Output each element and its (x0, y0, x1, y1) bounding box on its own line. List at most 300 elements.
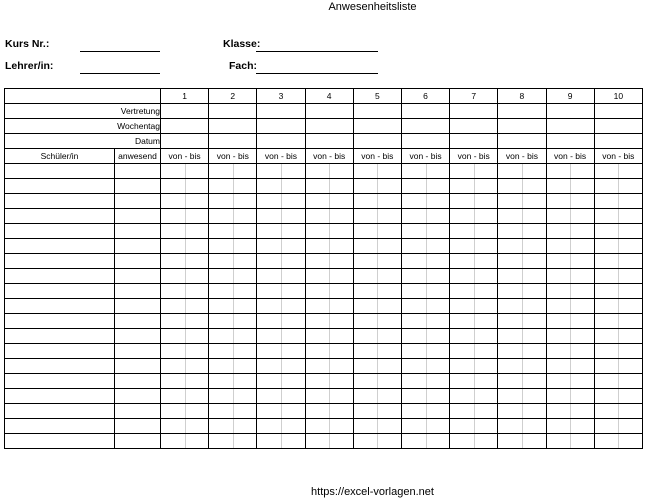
time-slot-cell[interactable] (161, 299, 209, 314)
student-row (5, 224, 643, 239)
time-slot-cell[interactable] (353, 329, 401, 344)
anwesend-cell[interactable] (115, 434, 161, 449)
time-slot-cell[interactable] (353, 179, 401, 194)
time-slot-cell[interactable] (161, 314, 209, 329)
time-slot-cell[interactable] (546, 299, 594, 314)
time-slot-cell[interactable] (353, 269, 401, 284)
time-slot-cell[interactable] (257, 404, 305, 419)
time-slot-cell[interactable] (498, 224, 546, 239)
student-row (5, 329, 643, 344)
time-slot-cell[interactable] (209, 329, 257, 344)
student-header-row (5, 149, 643, 164)
time-slot-cell[interactable] (594, 374, 642, 389)
time-slot-cell[interactable] (161, 404, 209, 419)
time-slot-cell[interactable] (353, 254, 401, 269)
time-slot-cell[interactable] (450, 179, 498, 194)
time-slot-cell[interactable] (498, 254, 546, 269)
info-cell[interactable] (257, 104, 305, 119)
time-slot-cell[interactable] (305, 209, 353, 224)
anwesend-cell[interactable] (115, 389, 161, 404)
time-slot-cell[interactable] (209, 404, 257, 419)
student-row (5, 314, 643, 329)
info-cell[interactable] (498, 104, 546, 119)
time-slot-cell[interactable] (450, 209, 498, 224)
lehrer-field[interactable] (80, 61, 160, 74)
student-name-cell[interactable] (5, 344, 115, 359)
info-cell[interactable] (546, 119, 594, 134)
info-cell[interactable] (594, 134, 642, 149)
time-slot-cell[interactable] (450, 359, 498, 374)
info-cell[interactable] (546, 104, 594, 119)
time-slot-cell[interactable] (498, 329, 546, 344)
time-slot-cell[interactable] (401, 314, 449, 329)
time-slot-cell[interactable] (450, 239, 498, 254)
info-row (5, 134, 643, 149)
time-slot-cell[interactable] (401, 239, 449, 254)
info-cell[interactable] (498, 134, 546, 149)
time-slot-cell[interactable] (353, 404, 401, 419)
time-slot-cell[interactable] (257, 224, 305, 239)
time-slot-cell[interactable] (209, 224, 257, 239)
klasse-label: Klasse: (223, 38, 261, 50)
time-slot-cell[interactable] (209, 389, 257, 404)
time-slot-cell[interactable] (353, 164, 401, 179)
time-slot-cell[interactable] (353, 194, 401, 209)
time-slot-cell[interactable] (257, 344, 305, 359)
time-slot-cell[interactable] (401, 254, 449, 269)
time-slot-cell[interactable] (594, 344, 642, 359)
anwesend-cell[interactable] (115, 284, 161, 299)
time-slot-cell[interactable] (498, 419, 546, 434)
student-name-cell[interactable] (5, 404, 115, 419)
info-row-label: Vertretung (5, 104, 161, 119)
time-slot-cell[interactable] (546, 389, 594, 404)
anwesend-cell[interactable] (115, 194, 161, 209)
time-slot-cell[interactable] (546, 344, 594, 359)
time-slot-header: von - bis (257, 149, 305, 164)
time-slot-cell[interactable] (305, 404, 353, 419)
student-row (5, 239, 643, 254)
time-slot-cell[interactable] (450, 269, 498, 284)
time-slot-cell[interactable] (401, 374, 449, 389)
time-slot-cell[interactable] (305, 194, 353, 209)
time-slot-cell[interactable] (209, 314, 257, 329)
time-slot-cell[interactable] (209, 164, 257, 179)
info-cell[interactable] (353, 119, 401, 134)
student-row (5, 254, 643, 269)
time-slot-cell[interactable] (498, 404, 546, 419)
time-slot-cell[interactable] (353, 224, 401, 239)
info-cell[interactable] (305, 119, 353, 134)
time-slot-cell[interactable] (546, 209, 594, 224)
time-slot-cell[interactable] (546, 164, 594, 179)
time-slot-cell[interactable] (401, 329, 449, 344)
time-slot-cell[interactable] (257, 419, 305, 434)
time-slot-cell[interactable] (594, 329, 642, 344)
time-slot-cell[interactable] (546, 314, 594, 329)
anwesend-header: anwesend (115, 149, 161, 164)
student-name-cell[interactable] (5, 329, 115, 344)
time-slot-cell[interactable] (209, 179, 257, 194)
info-cell[interactable] (209, 119, 257, 134)
time-slot-cell[interactable] (450, 329, 498, 344)
time-slot-cell[interactable] (594, 239, 642, 254)
time-slot-cell[interactable] (353, 434, 401, 449)
info-cell[interactable] (450, 104, 498, 119)
time-slot-cell[interactable] (257, 299, 305, 314)
time-slot-cell[interactable] (401, 179, 449, 194)
time-slot-cell[interactable] (353, 314, 401, 329)
anwesend-cell[interactable] (115, 374, 161, 389)
time-slot-cell[interactable] (594, 224, 642, 239)
student-name-cell[interactable] (5, 284, 115, 299)
anwesend-cell[interactable] (115, 269, 161, 284)
footer-url[interactable]: https://excel-vorlagen.net (311, 486, 434, 498)
time-slot-cell[interactable] (594, 389, 642, 404)
info-cell[interactable] (450, 134, 498, 149)
time-slot-cell[interactable] (209, 194, 257, 209)
info-cell[interactable] (594, 104, 642, 119)
student-name-cell[interactable] (5, 389, 115, 404)
time-slot-cell[interactable] (498, 344, 546, 359)
time-slot-cell[interactable] (450, 389, 498, 404)
time-slot-cell[interactable] (401, 209, 449, 224)
info-cell[interactable] (401, 104, 449, 119)
time-slot-cell[interactable] (305, 179, 353, 194)
time-slot-cell[interactable] (498, 284, 546, 299)
time-slot-cell[interactable] (546, 404, 594, 419)
anwesend-cell[interactable] (115, 419, 161, 434)
time-slot-cell[interactable] (498, 389, 546, 404)
time-slot-cell[interactable] (546, 419, 594, 434)
time-slot-cell[interactable] (257, 254, 305, 269)
student-name-cell[interactable] (5, 314, 115, 329)
student-name-cell[interactable] (5, 269, 115, 284)
student-name-cell[interactable] (5, 194, 115, 209)
info-cell[interactable] (257, 134, 305, 149)
anwesend-cell[interactable] (115, 299, 161, 314)
time-slot-cell[interactable] (401, 359, 449, 374)
time-slot-cell[interactable] (546, 254, 594, 269)
time-slot-cell[interactable] (401, 164, 449, 179)
time-slot-cell[interactable] (450, 284, 498, 299)
time-slot-cell[interactable] (546, 269, 594, 284)
anwesend-cell[interactable] (115, 254, 161, 269)
info-cell[interactable] (305, 104, 353, 119)
time-slot-cell[interactable] (305, 419, 353, 434)
info-cell[interactable] (546, 134, 594, 149)
time-slot-cell[interactable] (450, 314, 498, 329)
time-slot-cell[interactable] (594, 404, 642, 419)
time-slot-cell[interactable] (209, 299, 257, 314)
time-slot-cell[interactable] (450, 299, 498, 314)
time-slot-cell[interactable] (546, 359, 594, 374)
column-number-row (5, 89, 643, 104)
info-cell[interactable] (209, 134, 257, 149)
time-slot-cell[interactable] (353, 374, 401, 389)
time-slot-cell[interactable] (257, 359, 305, 374)
time-slot-cell[interactable] (401, 344, 449, 359)
time-slot-cell[interactable] (594, 284, 642, 299)
time-slot-cell[interactable] (161, 284, 209, 299)
student-row (5, 179, 643, 194)
student-name-cell[interactable] (5, 419, 115, 434)
time-slot-cell[interactable] (450, 374, 498, 389)
time-slot-cell[interactable] (209, 419, 257, 434)
time-slot-cell[interactable] (450, 224, 498, 239)
info-cell[interactable] (161, 134, 209, 149)
anwesend-cell[interactable] (115, 239, 161, 254)
time-slot-cell[interactable] (161, 209, 209, 224)
time-slot-cell[interactable] (498, 179, 546, 194)
anwesend-cell[interactable] (115, 209, 161, 224)
student-name-cell[interactable] (5, 164, 115, 179)
time-slot-cell[interactable] (257, 209, 305, 224)
time-slot-cell[interactable] (594, 254, 642, 269)
time-slot-cell[interactable] (305, 284, 353, 299)
time-slot-cell[interactable] (209, 239, 257, 254)
time-slot-cell[interactable] (594, 314, 642, 329)
time-slot-cell[interactable] (257, 329, 305, 344)
column-number: 9 (546, 89, 594, 104)
time-slot-cell[interactable] (161, 329, 209, 344)
anwesend-cell[interactable] (115, 164, 161, 179)
time-slot-cell[interactable] (257, 374, 305, 389)
time-slot-cell[interactable] (498, 374, 546, 389)
column-number: 4 (305, 89, 353, 104)
column-number: 8 (498, 89, 546, 104)
time-slot-cell[interactable] (546, 329, 594, 344)
time-slot-cell[interactable] (401, 434, 449, 449)
time-slot-cell[interactable] (401, 299, 449, 314)
lehrer-label: Lehrer/in: (5, 60, 54, 72)
time-slot-cell[interactable] (401, 389, 449, 404)
time-slot-header: von - bis (305, 149, 353, 164)
time-slot-cell[interactable] (450, 344, 498, 359)
time-slot-cell[interactable] (209, 434, 257, 449)
student-name-cell[interactable] (5, 359, 115, 374)
info-cell[interactable] (257, 119, 305, 134)
time-slot-header: von - bis (594, 149, 642, 164)
time-slot-cell[interactable] (209, 269, 257, 284)
anwesend-cell[interactable] (115, 179, 161, 194)
time-slot-cell[interactable] (450, 434, 498, 449)
time-slot-cell[interactable] (209, 209, 257, 224)
time-slot-cell[interactable] (546, 434, 594, 449)
student-name-cell[interactable] (5, 224, 115, 239)
info-row (5, 104, 643, 119)
time-slot-cell[interactable] (209, 284, 257, 299)
time-slot-cell[interactable] (305, 224, 353, 239)
time-slot-cell[interactable] (257, 179, 305, 194)
time-slot-cell[interactable] (450, 194, 498, 209)
time-slot-cell[interactable] (305, 389, 353, 404)
time-slot-cell[interactable] (161, 254, 209, 269)
time-slot-cell[interactable] (594, 434, 642, 449)
time-slot-cell[interactable] (594, 194, 642, 209)
time-slot-cell[interactable] (305, 164, 353, 179)
time-slot-cell[interactable] (161, 434, 209, 449)
klasse-field[interactable] (256, 39, 378, 52)
time-slot-cell[interactable] (498, 269, 546, 284)
time-slot-cell[interactable] (353, 299, 401, 314)
time-slot-cell[interactable] (450, 419, 498, 434)
time-slot-cell[interactable] (401, 284, 449, 299)
anwesend-cell[interactable] (115, 329, 161, 344)
time-slot-cell[interactable] (257, 389, 305, 404)
time-slot-cell[interactable] (594, 359, 642, 374)
time-slot-cell[interactable] (546, 374, 594, 389)
time-slot-cell[interactable] (498, 194, 546, 209)
time-slot-cell[interactable] (305, 254, 353, 269)
time-slot-cell[interactable] (594, 419, 642, 434)
time-slot-cell[interactable] (498, 299, 546, 314)
attendance-table (4, 88, 643, 449)
time-slot-cell[interactable] (498, 314, 546, 329)
time-slot-header: von - bis (209, 149, 257, 164)
time-slot-cell[interactable] (257, 269, 305, 284)
info-row-label: Wochentag (5, 119, 161, 134)
time-slot-cell[interactable] (594, 164, 642, 179)
info-cell[interactable] (594, 119, 642, 134)
time-slot-cell[interactable] (161, 359, 209, 374)
time-slot-cell[interactable] (305, 299, 353, 314)
time-slot-cell[interactable] (161, 224, 209, 239)
time-slot-cell[interactable] (450, 164, 498, 179)
time-slot-cell[interactable] (209, 254, 257, 269)
info-cell[interactable] (401, 119, 449, 134)
info-cell[interactable] (401, 134, 449, 149)
time-slot-cell[interactable] (353, 209, 401, 224)
time-slot-cell[interactable] (594, 179, 642, 194)
time-slot-cell[interactable] (257, 314, 305, 329)
time-slot-cell[interactable] (161, 194, 209, 209)
time-slot-cell[interactable] (257, 239, 305, 254)
info-cell[interactable] (305, 134, 353, 149)
anwesend-cell[interactable] (115, 404, 161, 419)
info-cell[interactable] (161, 104, 209, 119)
student-name-cell[interactable] (5, 209, 115, 224)
student-name-cell[interactable] (5, 239, 115, 254)
time-slot-cell[interactable] (353, 389, 401, 404)
time-slot-cell[interactable] (353, 284, 401, 299)
time-slot-cell[interactable] (401, 224, 449, 239)
time-slot-cell[interactable] (305, 269, 353, 284)
time-slot-cell[interactable] (209, 374, 257, 389)
anwesend-cell[interactable] (115, 344, 161, 359)
time-slot-cell[interactable] (546, 179, 594, 194)
student-name-cell[interactable] (5, 179, 115, 194)
time-slot-cell[interactable] (498, 359, 546, 374)
column-number: 5 (353, 89, 401, 104)
time-slot-header: von - bis (450, 149, 498, 164)
time-slot-cell[interactable] (305, 344, 353, 359)
page-title: Anwesenheitsliste (328, 1, 417, 13)
info-cell[interactable] (450, 119, 498, 134)
info-cell[interactable] (161, 119, 209, 134)
time-slot-cell[interactable] (353, 344, 401, 359)
time-slot-cell[interactable] (401, 419, 449, 434)
student-row (5, 194, 643, 209)
time-slot-cell[interactable] (257, 284, 305, 299)
time-slot-cell[interactable] (594, 299, 642, 314)
student-row (5, 359, 643, 374)
time-slot-cell[interactable] (401, 269, 449, 284)
time-slot-cell[interactable] (161, 374, 209, 389)
student-name-cell[interactable] (5, 299, 115, 314)
time-slot-cell[interactable] (257, 194, 305, 209)
info-cell[interactable] (353, 134, 401, 149)
student-row (5, 284, 643, 299)
time-slot-cell[interactable] (353, 419, 401, 434)
info-cell[interactable] (353, 104, 401, 119)
time-slot-cell[interactable] (305, 434, 353, 449)
column-number: 10 (594, 89, 642, 104)
time-slot-cell[interactable] (161, 344, 209, 359)
time-slot-cell[interactable] (594, 209, 642, 224)
anwesend-cell[interactable] (115, 359, 161, 374)
info-cell[interactable] (498, 119, 546, 134)
time-slot-cell[interactable] (305, 374, 353, 389)
student-row (5, 374, 643, 389)
time-slot-cell[interactable] (401, 194, 449, 209)
student-name-cell[interactable] (5, 434, 115, 449)
time-slot-cell[interactable] (209, 359, 257, 374)
time-slot-cell[interactable] (401, 404, 449, 419)
time-slot-cell[interactable] (450, 254, 498, 269)
student-name-cell[interactable] (5, 254, 115, 269)
anwesend-cell[interactable] (115, 224, 161, 239)
student-row (5, 299, 643, 314)
time-slot-cell[interactable] (498, 434, 546, 449)
time-slot-cell[interactable] (161, 239, 209, 254)
student-name-cell[interactable] (5, 374, 115, 389)
time-slot-cell[interactable] (257, 164, 305, 179)
time-slot-cell[interactable] (305, 329, 353, 344)
time-slot-cell[interactable] (257, 434, 305, 449)
time-slot-cell[interactable] (546, 224, 594, 239)
info-cell[interactable] (209, 104, 257, 119)
time-slot-cell[interactable] (161, 179, 209, 194)
time-slot-cell[interactable] (305, 314, 353, 329)
time-slot-cell[interactable] (546, 284, 594, 299)
fach-field[interactable] (256, 61, 378, 74)
time-slot-cell[interactable] (546, 194, 594, 209)
student-row (5, 164, 643, 179)
time-slot-cell[interactable] (161, 164, 209, 179)
kurs-field[interactable] (80, 39, 160, 52)
time-slot-cell[interactable] (498, 209, 546, 224)
column-number: 6 (401, 89, 449, 104)
time-slot-cell[interactable] (161, 389, 209, 404)
time-slot-cell[interactable] (353, 359, 401, 374)
time-slot-cell[interactable] (305, 359, 353, 374)
time-slot-header: von - bis (498, 149, 546, 164)
student-row (5, 434, 643, 449)
time-slot-cell[interactable] (450, 404, 498, 419)
time-slot-cell[interactable] (161, 269, 209, 284)
anwesend-cell[interactable] (115, 314, 161, 329)
time-slot-cell[interactable] (161, 419, 209, 434)
time-slot-cell[interactable] (546, 239, 594, 254)
time-slot-header: von - bis (161, 149, 209, 164)
time-slot-cell[interactable] (209, 344, 257, 359)
time-slot-cell[interactable] (305, 239, 353, 254)
time-slot-cell[interactable] (498, 239, 546, 254)
time-slot-cell[interactable] (594, 269, 642, 284)
time-slot-cell[interactable] (353, 239, 401, 254)
time-slot-cell[interactable] (498, 164, 546, 179)
